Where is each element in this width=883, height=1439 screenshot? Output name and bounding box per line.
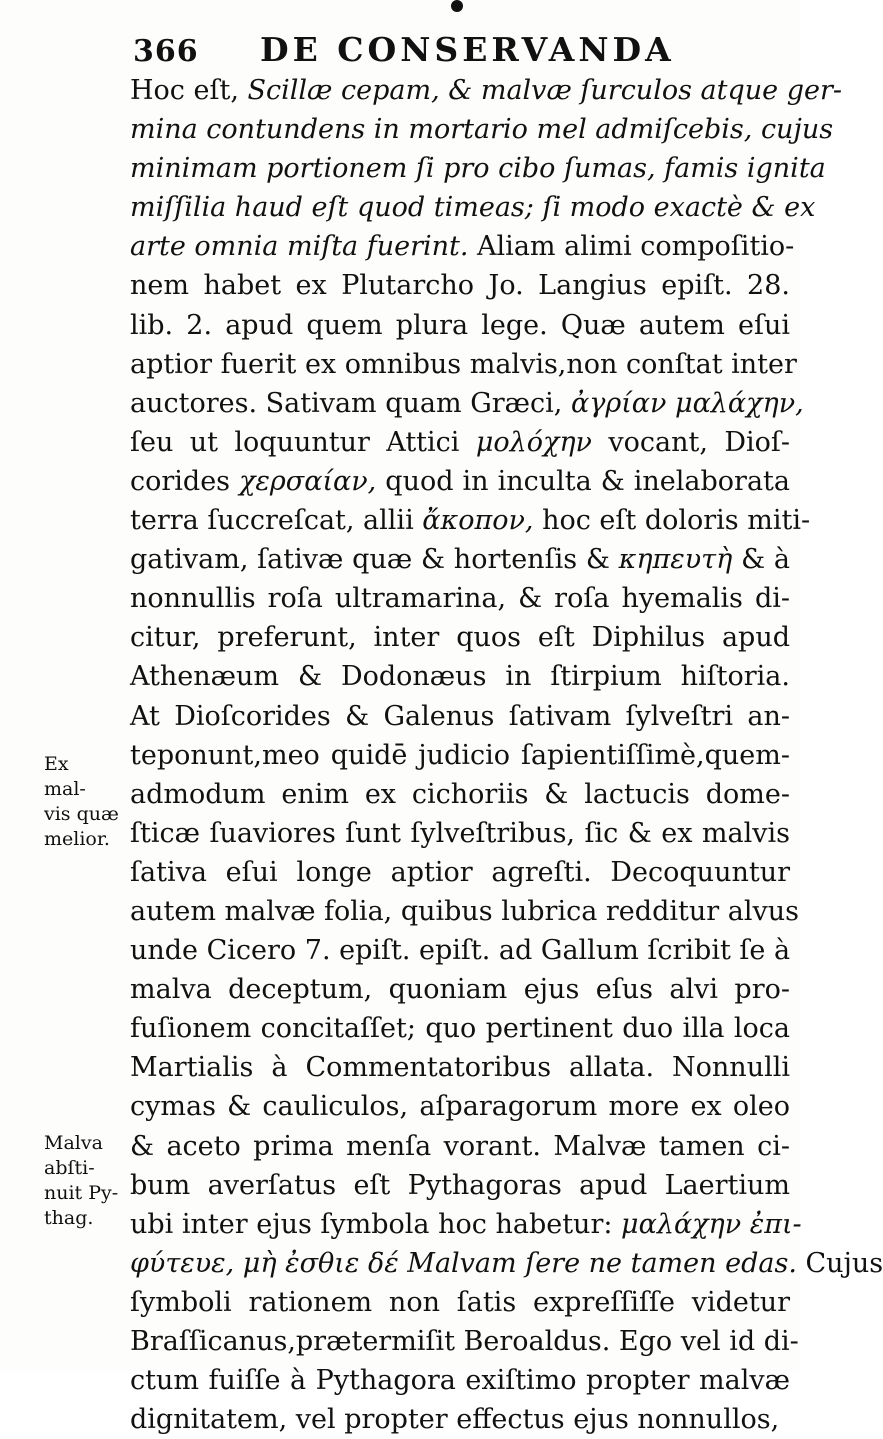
marginal-note-line: Ex [44, 753, 69, 775]
text-line [130, 1127, 790, 1166]
text-line [130, 188, 816, 227]
text-line [130, 697, 790, 736]
main-text [130, 71, 883, 1439]
text-line [130, 853, 790, 892]
text-run: lib. 2. apud quem plura lege. Quæ autem eſui [130, 309, 790, 341]
italic-text: κηπευτὴ [618, 544, 733, 576]
italic-text: φύτευε, μὴ ἐσθιε δέ [130, 1247, 399, 1279]
text-line [130, 462, 790, 501]
text-line [130, 345, 797, 384]
text-run: bum averſatus eſt Pythagoras apud Laertium [130, 1169, 790, 1201]
marginal-note-line: nuit Py- [44, 1182, 119, 1204]
text-line [130, 306, 790, 345]
text-line [130, 71, 843, 110]
italic-text: μαλάχην ἐπι- [621, 1208, 802, 1240]
text-run: hoc eſt doloris miti- [533, 505, 811, 537]
marginal-note-malva [44, 1131, 130, 1231]
text-line [130, 1322, 799, 1361]
text-line [130, 618, 790, 657]
ink-dot [451, 0, 463, 12]
text-line [130, 579, 790, 618]
text-line [130, 227, 795, 266]
text-run: ctum fuiſſe à Pythagora exiſtimo propter malvæ [130, 1365, 790, 1397]
italic-text: χερσαίαν, [239, 465, 377, 497]
text-run: Aliam alimi compoſitio- [468, 231, 795, 263]
italic-text: ἀγρίαν μαλάχην, [570, 387, 804, 419]
text-line [130, 266, 790, 305]
text-line [130, 892, 799, 931]
text-line [130, 110, 834, 149]
marginal-note-ex-malvis [44, 752, 130, 852]
text-run: autem malvæ folia, quibus lubrica redditur alvus [130, 895, 799, 927]
text-line [130, 1400, 790, 1439]
text-run: quod in inculta & inelaborata [376, 465, 790, 497]
text-line [130, 1205, 802, 1244]
italic-text: mina contundens in mortario mel admiſcebis, cujus [130, 114, 834, 146]
text-line [130, 814, 790, 853]
text-run: vocant, Dioſ- [591, 426, 790, 458]
text-run: terra ſuccreſcat, allii [130, 505, 423, 537]
text-run: nem habet ex Plutarcho Jo. Langius epiſt. 28. [130, 270, 790, 302]
text-line [130, 1283, 790, 1322]
text-line [130, 657, 790, 696]
text-line [130, 736, 790, 775]
text-run: cymas & cauliculos, aſparagorum more ex oleo [130, 1091, 790, 1123]
text-run: ſymboli rationem non ſatis expreſſiſſe videtur [130, 1286, 790, 1318]
text-run: Athenæum & Dodonæus in ſtirpium hiſtoria. [130, 661, 790, 693]
text-run: Cujus [796, 1247, 883, 1279]
marginal-note-line: vis quæ [44, 803, 119, 825]
text-run: ſticæ ſuaviores ſunt ſylveſtribus, ſic & ex malvis [130, 817, 790, 849]
text-run: Braſſicanus,prætermiſit Beroaldus. Ego vel id di- [130, 1326, 799, 1357]
italic-text: miſſilia haud eſt quod timeas; ſi modo exactè & ex [130, 192, 816, 224]
text-run: aptior fuerit ex omnibus malvis,non conſtat inter [130, 348, 797, 380]
text-line [130, 1009, 790, 1048]
text-run: malva deceptum, quoniam ejus eſus alvi pro- [130, 974, 790, 1006]
text-line [130, 1361, 790, 1400]
text-run: ubi inter ejus ſymbola hoc habetur: [130, 1208, 622, 1240]
text-run [399, 1248, 408, 1279]
text-line [130, 384, 804, 423]
italic-text: Scillæ cepam, & malvæ ſurculos atque ger- [247, 75, 843, 106]
text-line [130, 970, 790, 1009]
text-line [130, 1244, 883, 1283]
text-line [130, 931, 790, 970]
marginal-note-line: thag. [44, 1207, 94, 1229]
text-line [130, 1048, 790, 1087]
text-run: dignitatem, vel propter effectus ejus nonnullos, [130, 1404, 780, 1436]
text-run: & à [732, 544, 790, 576]
italic-text: Malvam ſere ne tamen edas. [407, 1247, 797, 1279]
text-line [130, 1087, 790, 1126]
text-line [130, 775, 790, 814]
text-line [130, 540, 790, 579]
text-line [130, 1166, 790, 1205]
text-run: teponunt,meo quidē judicio ſapientiſſimè,quem- [130, 739, 790, 771]
text-run: At Dioſcorides & Galenus ſativam ſylveſtri an- [130, 700, 790, 732]
marginal-note-line: mal- [44, 778, 86, 800]
text-line [130, 501, 811, 540]
marginal-note-line: Malva [44, 1132, 103, 1154]
text-line [130, 149, 826, 188]
text-run: auctores. Sativam quam Græci, [130, 387, 571, 419]
text-run: nonnullis roſa ultramarina, & roſa hyemalis di- [130, 583, 790, 615]
text-run: corides [130, 465, 240, 497]
text-run: Martialis à Commentatoribus allata. Nonnulli [130, 1052, 790, 1084]
page-number: 366 [133, 34, 199, 69]
text-run: ſeu ut loquuntur Attici [130, 426, 476, 458]
text-line [130, 423, 790, 462]
text-run: gativam, ſativæ quæ & hortenſis & [130, 544, 619, 576]
text-run: & aceto prima menſa vorant. Malvæ tamen ci- [130, 1130, 790, 1162]
italic-text: μολόχην [475, 426, 592, 458]
text-run: citur, preferunt, inter quos eſt Diphilus apud [130, 622, 790, 654]
italic-text: minimam portionem ſi pro cibo ſumas, famis ignita [130, 153, 826, 185]
text-run: ſativa eſui longe aptior agreſti. Decoquuntur [130, 856, 790, 888]
italic-text: arte omnia miſta fuerint. [130, 231, 469, 263]
marginal-note-line: melior. [44, 828, 110, 850]
running-header: DE CONSERVANDA [260, 30, 675, 69]
text-run: admodum enim ex cichoriis & lactucis dome- [130, 778, 790, 810]
text-run: fuſionem concitaſſet; quo pertinent duo illa loca [130, 1013, 790, 1045]
italic-text: ἄκοπον, [422, 505, 534, 537]
marginal-note-line: abſti- [44, 1157, 95, 1179]
text-run: Hoc eſt, [130, 75, 248, 106]
text-run: unde Cicero 7. epiſt. epiſt. ad Gallum ſcribit ſe à [130, 935, 791, 967]
